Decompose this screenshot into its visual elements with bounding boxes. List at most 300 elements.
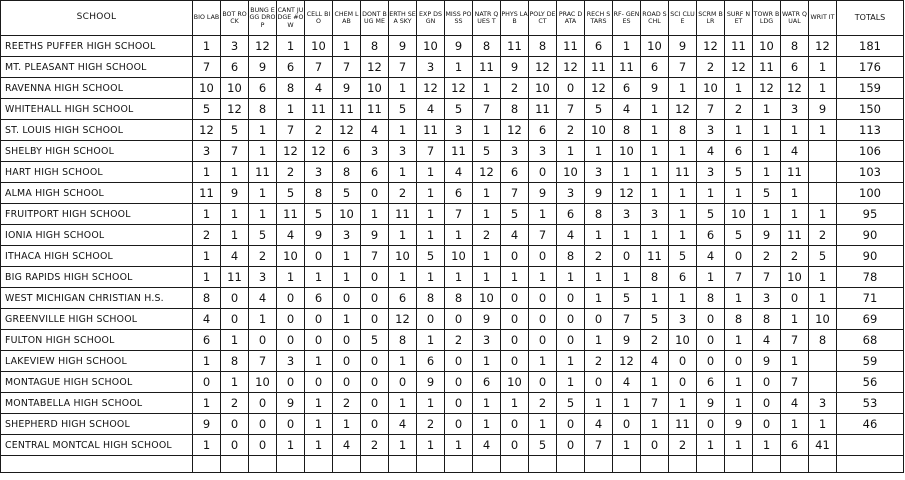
score-cell: 1 [277,435,305,456]
score-cell: 0 [725,246,753,267]
score-cell: 8 [809,330,837,351]
score-cell: 7 [529,225,557,246]
score-cell: 1 [473,393,501,414]
event-column-header: SURF NET [725,1,753,36]
school-name-cell: MONTABELLA HIGH SCHOOL [1,393,193,414]
score-cell: 0 [669,372,697,393]
score-cell: 1 [221,162,249,183]
event-column-header: TOWR BLDG [753,1,781,36]
score-cell: 8 [641,267,669,288]
blank-cell [781,456,809,473]
score-cell: 8 [501,99,529,120]
score-cell: 2 [501,78,529,99]
score-cell: 0 [557,330,585,351]
event-column-header: NATR QUES T [473,1,501,36]
score-cell: 0 [389,372,417,393]
score-cell: 1 [417,435,445,456]
score-cell: 0 [305,246,333,267]
score-cell: 1 [417,393,445,414]
score-cell: 1 [417,330,445,351]
score-cell: 10 [221,78,249,99]
score-cell: 2 [277,162,305,183]
score-cell: 3 [221,36,249,57]
score-cell: 4 [585,414,613,435]
score-cell: 0 [529,246,557,267]
score-cell: 1 [529,204,557,225]
score-cell: 1 [809,414,837,435]
score-cell: 8 [445,288,473,309]
score-cell: 4 [277,225,305,246]
school-name-cell: RAVENNA HIGH SCHOOL [1,78,193,99]
score-cell: 1 [697,183,725,204]
total-cell: 176 [837,57,904,78]
score-cell: 1 [389,162,417,183]
score-cell: 9 [613,330,641,351]
score-cell: 1 [277,36,305,57]
score-cell: 9 [697,393,725,414]
score-cell: 11 [529,99,557,120]
score-cell: 6 [641,57,669,78]
score-cell: 0 [529,372,557,393]
score-cell: 9 [585,183,613,204]
score-cell: 1 [641,372,669,393]
score-cell: 2 [697,57,725,78]
score-cell: 0 [697,351,725,372]
score-cell: 1 [641,141,669,162]
score-cell: 4 [417,99,445,120]
blank-cell [585,456,613,473]
school-name-cell: ST. LOUIS HIGH SCHOOL [1,120,193,141]
score-cell: 5 [501,204,529,225]
school-name-cell: HART HIGH SCHOOL [1,162,193,183]
score-cell: 11 [641,246,669,267]
score-cell: 11 [585,57,613,78]
score-cell: 1 [193,435,221,456]
score-cell: 0 [277,330,305,351]
score-cell: 5 [305,204,333,225]
score-cell: 1 [641,162,669,183]
score-cell: 12 [305,141,333,162]
total-cell: 90 [837,225,904,246]
score-cell: 3 [333,225,361,246]
table-row [1,78,904,99]
score-cell: 0 [501,435,529,456]
score-cell: 8 [781,36,809,57]
score-cell: 8 [249,99,277,120]
score-cell: 7 [417,141,445,162]
score-cell: 1 [809,120,837,141]
score-cell: 2 [221,393,249,414]
score-cell: 0 [529,162,557,183]
table-row [1,246,904,267]
score-cell: 5 [725,225,753,246]
score-cell: 1 [557,351,585,372]
score-cell: 5 [193,99,221,120]
score-cell: 0 [277,288,305,309]
score-cell: 1 [501,393,529,414]
score-cell: 1 [193,162,221,183]
score-cell: 0 [305,372,333,393]
total-cell [837,435,904,456]
score-cell: 8 [221,351,249,372]
score-cell: 6 [529,120,557,141]
table-row [1,414,904,435]
score-cell: 1 [725,78,753,99]
score-cell: 1 [249,204,277,225]
score-cell: 0 [753,414,781,435]
score-cell: 10 [585,120,613,141]
score-cell: 1 [669,288,697,309]
total-cell: 106 [837,141,904,162]
score-cell: 0 [557,78,585,99]
score-cell: 1 [249,183,277,204]
score-cell: 1 [221,204,249,225]
score-cell: 7 [697,99,725,120]
blank-row [1,456,904,473]
blank-cell [277,456,305,473]
score-cell: 1 [613,267,641,288]
score-cell: 4 [613,372,641,393]
total-cell: 69 [837,309,904,330]
school-name-cell: FRUITPORT HIGH SCHOOL [1,204,193,225]
blank-cell [333,456,361,473]
school-name-cell: LAKEVIEW HIGH SCHOOL [1,351,193,372]
school-name-cell: BIG RAPIDS HIGH SCHOOL [1,267,193,288]
score-cell: 3 [361,141,389,162]
score-cell: 11 [249,162,277,183]
total-cell: 53 [837,393,904,414]
score-cell: 1 [585,393,613,414]
table-row [1,36,904,57]
score-cell: 11 [781,225,809,246]
score-cell: 1 [361,204,389,225]
score-cell: 3 [613,204,641,225]
score-cell: 4 [473,435,501,456]
score-cell: 12 [473,162,501,183]
blank-cell [669,456,697,473]
score-cell: 0 [613,246,641,267]
score-cell: 10 [473,288,501,309]
score-cell: 0 [501,246,529,267]
score-cell: 0 [557,435,585,456]
score-cell: 8 [417,288,445,309]
score-cell: 12 [809,36,837,57]
score-cell: 11 [333,99,361,120]
score-cell: 7 [473,99,501,120]
score-cell: 7 [221,141,249,162]
score-cell [809,141,837,162]
event-column-header: PHYS LAB [501,1,529,36]
score-cell: 5 [669,246,697,267]
score-cell: 2 [389,183,417,204]
event-column-header: CELL BIO [305,1,333,36]
score-cell: 4 [445,162,473,183]
score-cell: 1 [193,267,221,288]
score-cell: 8 [529,36,557,57]
score-cell: 12 [277,141,305,162]
score-cell: 3 [249,267,277,288]
table-row [1,99,904,120]
score-cell: 0 [305,309,333,330]
score-cell: 1 [585,288,613,309]
score-cell: 4 [753,330,781,351]
score-cell: 1 [473,267,501,288]
score-cell: 0 [221,414,249,435]
score-cell: 1 [669,225,697,246]
score-cell: 11 [613,57,641,78]
score-cell: 4 [781,141,809,162]
score-cell: 3 [641,204,669,225]
score-cell: 4 [781,393,809,414]
score-cell: 10 [361,78,389,99]
score-cell: 1 [389,435,417,456]
total-cell: 95 [837,204,904,225]
score-cell: 1 [249,120,277,141]
score-cell: 0 [361,309,389,330]
score-cell: 4 [193,309,221,330]
score-cell: 1 [585,225,613,246]
score-cell: 7 [557,99,585,120]
score-cell [809,162,837,183]
score-cell: 1 [417,204,445,225]
score-cell: 2 [669,435,697,456]
score-cell: 1 [193,246,221,267]
score-cell: 1 [249,141,277,162]
score-cell: 2 [305,120,333,141]
score-cell: 0 [249,414,277,435]
score-cell: 10 [753,36,781,57]
score-cell: 1 [473,246,501,267]
score-cell: 7 [641,393,669,414]
score-cell: 12 [669,99,697,120]
score-cell: 4 [697,141,725,162]
score-cell: 1 [529,351,557,372]
score-cell: 2 [809,225,837,246]
score-cell: 2 [529,393,557,414]
table-row [1,120,904,141]
score-cell: 1 [641,288,669,309]
score-cell: 0 [249,330,277,351]
score-cell: 5 [725,162,753,183]
blank-cell [1,456,193,473]
score-cell: 6 [333,141,361,162]
score-cell: 11 [753,57,781,78]
table-row [1,162,904,183]
score-cell: 0 [501,309,529,330]
score-cell: 4 [557,225,585,246]
score-cell: 3 [557,183,585,204]
score-cell: 0 [361,183,389,204]
score-cell: 10 [613,141,641,162]
score-cell: 2 [557,120,585,141]
score-cell: 5 [445,99,473,120]
score-cell: 10 [809,309,837,330]
score-cell: 1 [753,141,781,162]
score-cell: 8 [389,330,417,351]
event-column-header: ROAD SCHL [641,1,669,36]
score-cell: 1 [221,372,249,393]
event-column-header: CANT JUDGE #OW [277,1,305,36]
score-cell: 1 [809,204,837,225]
table-row [1,225,904,246]
score-cell: 2 [193,225,221,246]
score-cell: 10 [641,36,669,57]
score-cell: 1 [557,372,585,393]
blank-cell [697,456,725,473]
score-cell: 1 [389,351,417,372]
score-cell: 6 [781,435,809,456]
score-cell: 10 [697,78,725,99]
score-cell: 1 [305,267,333,288]
score-cell: 0 [725,351,753,372]
score-cell: 0 [445,372,473,393]
score-cell: 6 [361,162,389,183]
score-cell: 0 [557,414,585,435]
score-cell: 9 [389,36,417,57]
score-cell: 1 [725,435,753,456]
score-cell: 4 [501,225,529,246]
score-cell: 11 [669,162,697,183]
score-cell: 0 [445,309,473,330]
score-cell: 0 [277,372,305,393]
score-cell: 12 [585,78,613,99]
event-column-header: MISS POSS [445,1,473,36]
score-cell: 1 [417,267,445,288]
school-name-cell: WEST MICHIGAN CHRISTIAN H.S. [1,288,193,309]
score-cell: 9 [333,78,361,99]
score-cell: 11 [389,204,417,225]
score-cell: 4 [333,435,361,456]
score-cell: 12 [557,57,585,78]
score-cell: 1 [305,393,333,414]
score-cell: 1 [753,120,781,141]
score-cell: 11 [305,99,333,120]
score-cell: 8 [725,309,753,330]
score-cell: 0 [753,393,781,414]
score-cell: 12 [361,57,389,78]
score-cell: 3 [193,141,221,162]
score-cell: 7 [669,57,697,78]
blank-cell [501,456,529,473]
score-cell: 1 [725,330,753,351]
score-cell: 10 [445,246,473,267]
score-cell: 5 [585,99,613,120]
score-cell: 9 [641,78,669,99]
score-cell: 0 [585,309,613,330]
score-cell: 10 [277,246,305,267]
score-cell: 9 [305,225,333,246]
score-cell: 1 [417,183,445,204]
score-cell: 9 [669,36,697,57]
score-cell: 2 [585,351,613,372]
table-row [1,141,904,162]
score-cell: 2 [473,225,501,246]
score-cell: 1 [613,36,641,57]
school-name-cell: SHELBY HIGH SCHOOL [1,141,193,162]
score-cell: 9 [473,309,501,330]
score-cell: 4 [697,246,725,267]
score-cell: 3 [445,120,473,141]
score-cell: 7 [781,372,809,393]
score-cell: 1 [613,393,641,414]
table-row [1,351,904,372]
score-cell: 1 [305,435,333,456]
blank-cell [221,456,249,473]
school-name-cell: IONIA HIGH SCHOOL [1,225,193,246]
score-cell: 10 [305,36,333,57]
score-cell: 5 [641,309,669,330]
score-cell: 6 [781,57,809,78]
score-cell: 0 [277,414,305,435]
event-column-header: RF- GENES [613,1,641,36]
score-cell: 0 [277,309,305,330]
score-cell: 1 [333,36,361,57]
event-column-header: POLY DECT [529,1,557,36]
score-cell: 1 [277,99,305,120]
score-cell: 0 [361,351,389,372]
table-row [1,204,904,225]
score-cell: 2 [249,246,277,267]
score-cell: 0 [193,372,221,393]
score-cell: 1 [193,36,221,57]
score-cell: 0 [333,330,361,351]
score-cell: 1 [445,225,473,246]
table-row [1,309,904,330]
score-cell: 6 [417,351,445,372]
score-cell [809,183,837,204]
event-column-header: DONT BUG ME [361,1,389,36]
score-cell: 10 [333,204,361,225]
score-cell: 1 [473,414,501,435]
score-cell: 3 [585,162,613,183]
score-cell: 7 [389,57,417,78]
score-cell: 1 [557,141,585,162]
score-cell: 9 [417,372,445,393]
score-cell: 1 [501,267,529,288]
score-cell: 12 [725,57,753,78]
score-cell: 6 [193,330,221,351]
event-column-header: PRAC DATA [557,1,585,36]
score-cell: 0 [361,372,389,393]
score-cell: 9 [753,225,781,246]
score-cell: 8 [473,36,501,57]
score-cell: 4 [249,288,277,309]
score-cell: 5 [333,183,361,204]
score-cell: 11 [725,36,753,57]
score-cell: 1 [389,393,417,414]
score-cell: 1 [473,183,501,204]
score-cell: 11 [417,120,445,141]
blank-cell [473,456,501,473]
score-cell: 5 [277,183,305,204]
score-cell: 1 [585,267,613,288]
score-cell: 1 [445,57,473,78]
score-cell: 1 [669,183,697,204]
score-cell: 3 [417,57,445,78]
score-cell: 9 [501,57,529,78]
score-cell: 7 [613,309,641,330]
score-cell: 4 [641,351,669,372]
score-cell: 5 [417,246,445,267]
score-cell: 1 [417,225,445,246]
blank-cell [361,456,389,473]
score-cell: 3 [781,99,809,120]
score-cell: 7 [781,330,809,351]
score-cell: 9 [221,183,249,204]
table-row [1,393,904,414]
score-cell: 11 [781,162,809,183]
score-cell: 0 [361,288,389,309]
